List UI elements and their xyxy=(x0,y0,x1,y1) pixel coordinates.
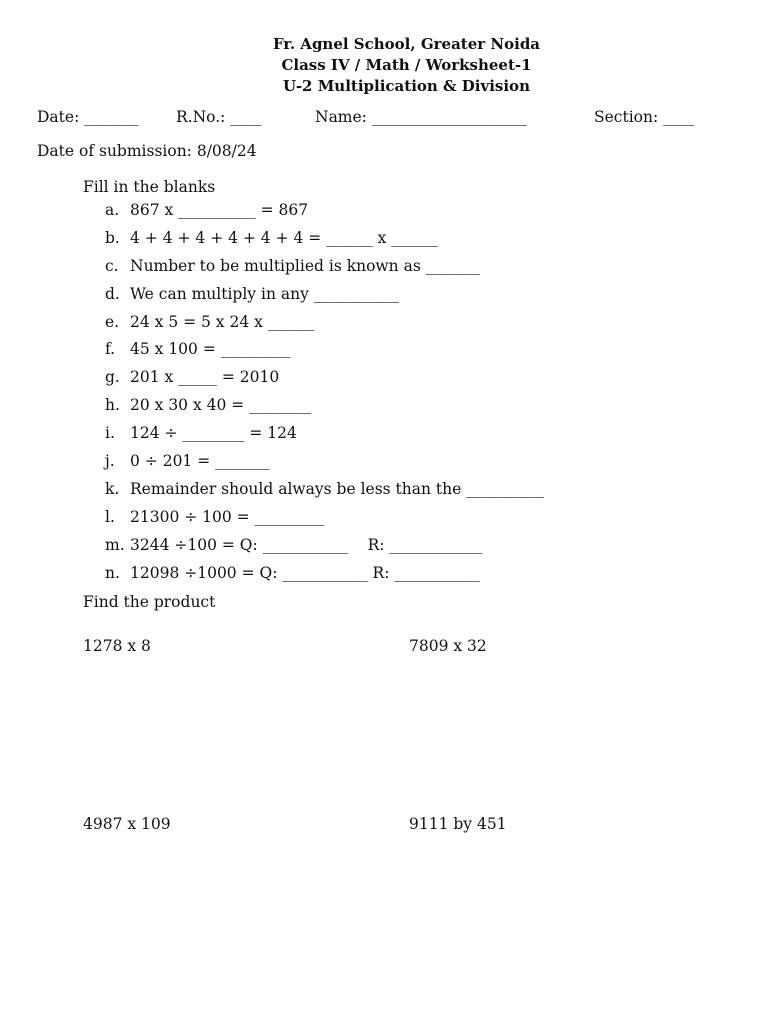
item-text: We can multiply in any ___________ xyxy=(130,284,400,303)
item-marker: i. xyxy=(105,424,115,443)
product-problem: 9111 by 451 xyxy=(409,815,507,833)
list-item xyxy=(83,200,544,228)
item-text: 3244 ÷100 = Q: ___________ R: ____________ xyxy=(130,535,483,554)
item-text: 867 x __________ = 867 xyxy=(130,201,309,219)
list-item xyxy=(83,423,544,451)
item-marker: b. xyxy=(105,228,120,247)
item-marker: f. xyxy=(105,340,116,359)
product-problem: 7809 x 32 xyxy=(409,637,487,655)
date-field: Date: _______ xyxy=(37,108,139,126)
list-item xyxy=(83,479,544,507)
submission-date: Date of submission: 8/08/24 xyxy=(37,142,257,160)
school-name: Fr. Agnel School, Greater Noida xyxy=(272,35,541,53)
item-text: 0 ÷ 201 = _______ xyxy=(130,452,270,471)
list-item xyxy=(83,535,544,563)
item-marker: h. xyxy=(105,396,120,415)
product-problem: 4987 x 109 xyxy=(83,815,171,833)
class-line: Class IV / Math / Worksheet-1 xyxy=(281,56,532,74)
fill-blanks-list xyxy=(83,200,544,590)
list-item xyxy=(83,395,544,423)
item-marker: j. xyxy=(105,452,115,471)
item-text: Remainder should always be less than the __________ xyxy=(130,479,544,498)
list-item xyxy=(83,339,544,367)
item-marker: d. xyxy=(105,284,120,303)
list-item xyxy=(83,563,544,591)
list-item xyxy=(83,256,544,284)
item-marker: m. xyxy=(105,535,125,554)
section-field: Section: ____ xyxy=(594,108,695,126)
product-problem: 1278 x 8 xyxy=(83,637,151,655)
worksheet-header xyxy=(0,34,768,97)
item-marker: g. xyxy=(105,368,120,387)
list-item xyxy=(83,228,544,256)
item-text: 4 + 4 + 4 + 4 + 4 + 4 = ______ x ______ xyxy=(130,228,438,247)
item-marker: c. xyxy=(105,256,119,275)
item-text: 124 ÷ ________ = 124 xyxy=(130,424,297,443)
item-marker: k. xyxy=(105,479,120,498)
name-field: Name: ____________________ xyxy=(315,108,527,126)
list-item xyxy=(83,312,544,340)
item-text: 21300 ÷ 100 = _________ xyxy=(130,507,325,526)
item-text: 201 x _____ = 2010 xyxy=(130,368,280,387)
find-product-title: Find the product xyxy=(83,593,216,611)
item-text: 20 x 30 x 40 = ________ xyxy=(130,396,312,415)
item-marker: l. xyxy=(105,507,115,526)
student-info-row xyxy=(37,108,737,130)
item-text: 12098 ÷1000 = Q: ___________ R: ___________ xyxy=(130,563,480,582)
item-text: Number to be multiplied is known as _______ xyxy=(130,256,480,275)
fill-blanks-title: Fill in the blanks xyxy=(83,178,216,196)
item-text: 24 x 5 = 5 x 24 x ______ xyxy=(130,312,315,331)
item-text: 45 x 100 = _________ xyxy=(130,340,291,359)
list-item xyxy=(83,284,544,312)
item-marker: a. xyxy=(105,201,120,219)
item-marker: n. xyxy=(105,563,120,582)
item-marker: e. xyxy=(105,312,120,331)
list-item xyxy=(83,507,544,535)
roll-number-field: R.No.: ____ xyxy=(176,108,262,126)
unit-title: U-2 Multiplication & Division xyxy=(283,77,530,95)
list-item xyxy=(83,451,544,479)
list-item xyxy=(83,367,544,395)
